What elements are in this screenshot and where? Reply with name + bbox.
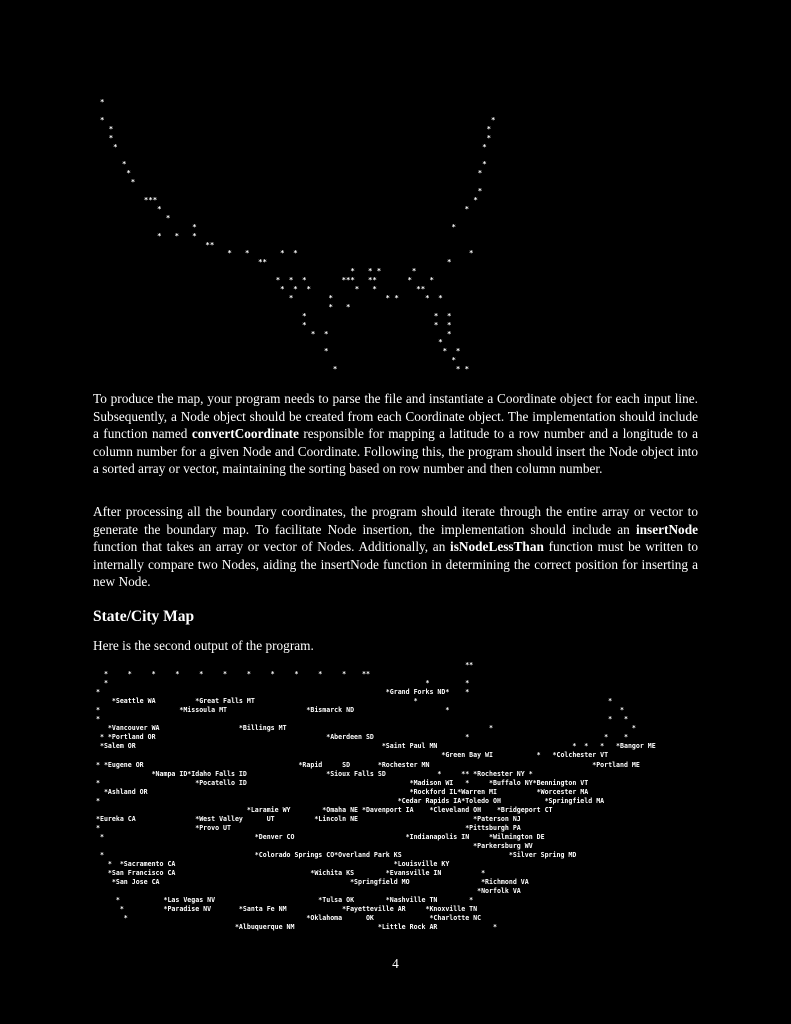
boundary-map-row: * xyxy=(100,355,456,365)
boundary-map-row: * * * xyxy=(100,364,470,374)
city-map-row: *Salem OR *Saint Paul MN * * * *Bangor ME xyxy=(96,742,656,751)
boundary-map-row: * * xyxy=(100,141,487,151)
boundary-map-row: * * xyxy=(100,203,470,213)
boundary-map-row: * * xyxy=(100,132,491,142)
city-map-row: *Seattle WA *Great Falls MT * * xyxy=(96,697,613,706)
boundary-ascii-map xyxy=(100,98,495,374)
city-map-row: * *Las Vegas NV *Tulsa OK *Nashville TN * xyxy=(96,896,474,905)
boundary-map-row: * * * * xyxy=(100,266,417,276)
city-map-row: *Vancouver WA *Billings MT * * xyxy=(96,724,636,733)
boundary-map-row: ** xyxy=(100,239,215,249)
city-map-row: * *Portland OR *Aberdeen SD * * * xyxy=(96,733,628,742)
page-number: 4 xyxy=(392,956,399,971)
city-map-row: * *Oklahoma OK *Charlotte NC xyxy=(96,914,482,923)
paragraph-2-text-b: function that takes an array or vector of Nodes. Additionally, an xyxy=(93,539,451,554)
boundary-map-row: * * xyxy=(100,114,496,124)
boundary-map-row: * * * * * ** xyxy=(100,284,426,294)
boundary-map-row: * * * xyxy=(100,230,197,240)
city-map-row: * *Pocatello ID *Madison WI * *Buffalo NY*Bennington VT xyxy=(96,778,589,787)
boundary-map-row: ** * xyxy=(100,257,452,267)
city-map-row: *Norfolk VA xyxy=(96,887,521,896)
city-map-row: * *Grand Forks ND* * xyxy=(96,688,470,697)
section-heading: State/City Map xyxy=(93,608,195,625)
city-map-row: ** xyxy=(96,661,474,669)
paragraph-2-text-c: function must be written to internally compare two Nodes, aiding the insertNode function in determining the correct position for inserting a new Node. xyxy=(93,539,698,589)
city-map-row: * *Denver CO *Indianapolis IN *Wilmington DE xyxy=(96,832,545,841)
boundary-map-row: * * * xyxy=(100,346,461,356)
city-map-row: *Eureka CA *West Valley UT *Lincoln NE *Paterson NJ xyxy=(96,814,521,823)
boundary-map-row: *** * xyxy=(100,194,478,204)
city-map-row: *Green Bay WI * *Colchester VT xyxy=(96,751,609,760)
boundary-map-row: * xyxy=(100,97,105,106)
city-map-row: *Laramie WY *Omaha NE *Davenport IA *Cleveland OH *Bridgeport CT xyxy=(96,805,553,814)
boundary-map-row: * * xyxy=(100,168,483,178)
boundary-map-row: * * xyxy=(100,221,456,231)
city-map-row: *San Jose CA *Springfield MO *Richmond VA xyxy=(96,878,529,887)
boundary-map-row: * xyxy=(100,186,483,196)
paragraph-1-text-a: To produce the map, your program needs to parse the file and instantiate a Coordinate object for each input line. Subsequently, a Node object should be created from each Coordinate object. The implementation should include a function named xyxy=(93,391,698,441)
boundary-map-row: * * * xyxy=(100,319,452,329)
city-map-row: *San Francisco CA *Wichita KS *Evansville IN * xyxy=(96,869,486,878)
city-map-row: * *Missoula MT *Bismarck ND * * xyxy=(96,706,624,715)
city-map-row: * *Paradise NV *Santa Fe NM *Fayetteville AR *Knoxville TN xyxy=(96,905,478,914)
paragraph-convert-coordinate xyxy=(93,390,698,478)
city-map-row: *Parkersburg WV xyxy=(96,841,533,850)
city-map-row: *Albuquerque NM *Little Rock AR * xyxy=(96,923,497,932)
boundary-map-row: * * * * * xyxy=(100,248,474,258)
is-node-less-than-term: isNodeLessThan xyxy=(450,539,544,554)
convert-coordinate-term: convertCoordinate xyxy=(191,426,299,441)
city-map-row: * *Colorado Springs CO*Overland Park KS *Silver Spring MD xyxy=(96,850,577,859)
boundary-map-row: * xyxy=(100,337,443,347)
boundary-map-row: * * xyxy=(100,123,491,133)
boundary-map-row: * * * * * * xyxy=(100,292,443,302)
city-map-row: * *Eugene OR *Rapid SD *Rochester MN *Portland ME xyxy=(96,760,640,769)
boundary-map-row: * * xyxy=(100,159,487,169)
city-map-row: * * * xyxy=(96,715,628,724)
city-map-row: * *Provo UT *Pittsburgh PA xyxy=(96,823,521,832)
city-map-row: *Nampa ID*Idaho Falls ID *Sioux Falls SD * ** *Rochester NY * xyxy=(96,769,533,778)
paragraph-1-text-b: responsible for mapping a latitude to a row number and a longitude to a column number for a given Node and Coordinate. Following this, the program should insert the Node object into a sorted array or vector, maintaining the sorting based on row number and then column number. xyxy=(93,426,698,476)
paragraph-2-text-a: After processing all the boundary coordinates, the program should iterate through the entire array or vector to generate the boundary map. To facilitate Node insertion, the implementation should include an xyxy=(93,504,698,537)
city-map-row: * * * * * * * * * * * ** xyxy=(96,670,370,679)
boundary-map-row: * * * *** ** * * xyxy=(100,275,434,285)
boundary-map-row: * xyxy=(100,177,136,187)
paragraph-second-output: Here is the second output of the program. xyxy=(93,638,314,653)
boundary-map-row: * * * xyxy=(100,310,452,320)
city-map-row: * *Sacramento CA *Louisville KY xyxy=(96,860,450,869)
boundary-map-row: * xyxy=(100,212,171,222)
city-ascii-map xyxy=(96,661,656,932)
city-map-row: * *Cedar Rapids IA*Toledo OH *Springfield MA xyxy=(96,796,605,805)
boundary-map-row: * * xyxy=(100,301,351,311)
city-map-row: *Ashland OR *Rockford IL*Warren MI *Worcester MA xyxy=(96,787,589,796)
insert-node-term: insertNode xyxy=(635,521,698,537)
boundary-map-row: * * * xyxy=(100,328,452,338)
city-map-row: * * * xyxy=(96,679,470,688)
paragraph-insert-node xyxy=(93,503,698,591)
